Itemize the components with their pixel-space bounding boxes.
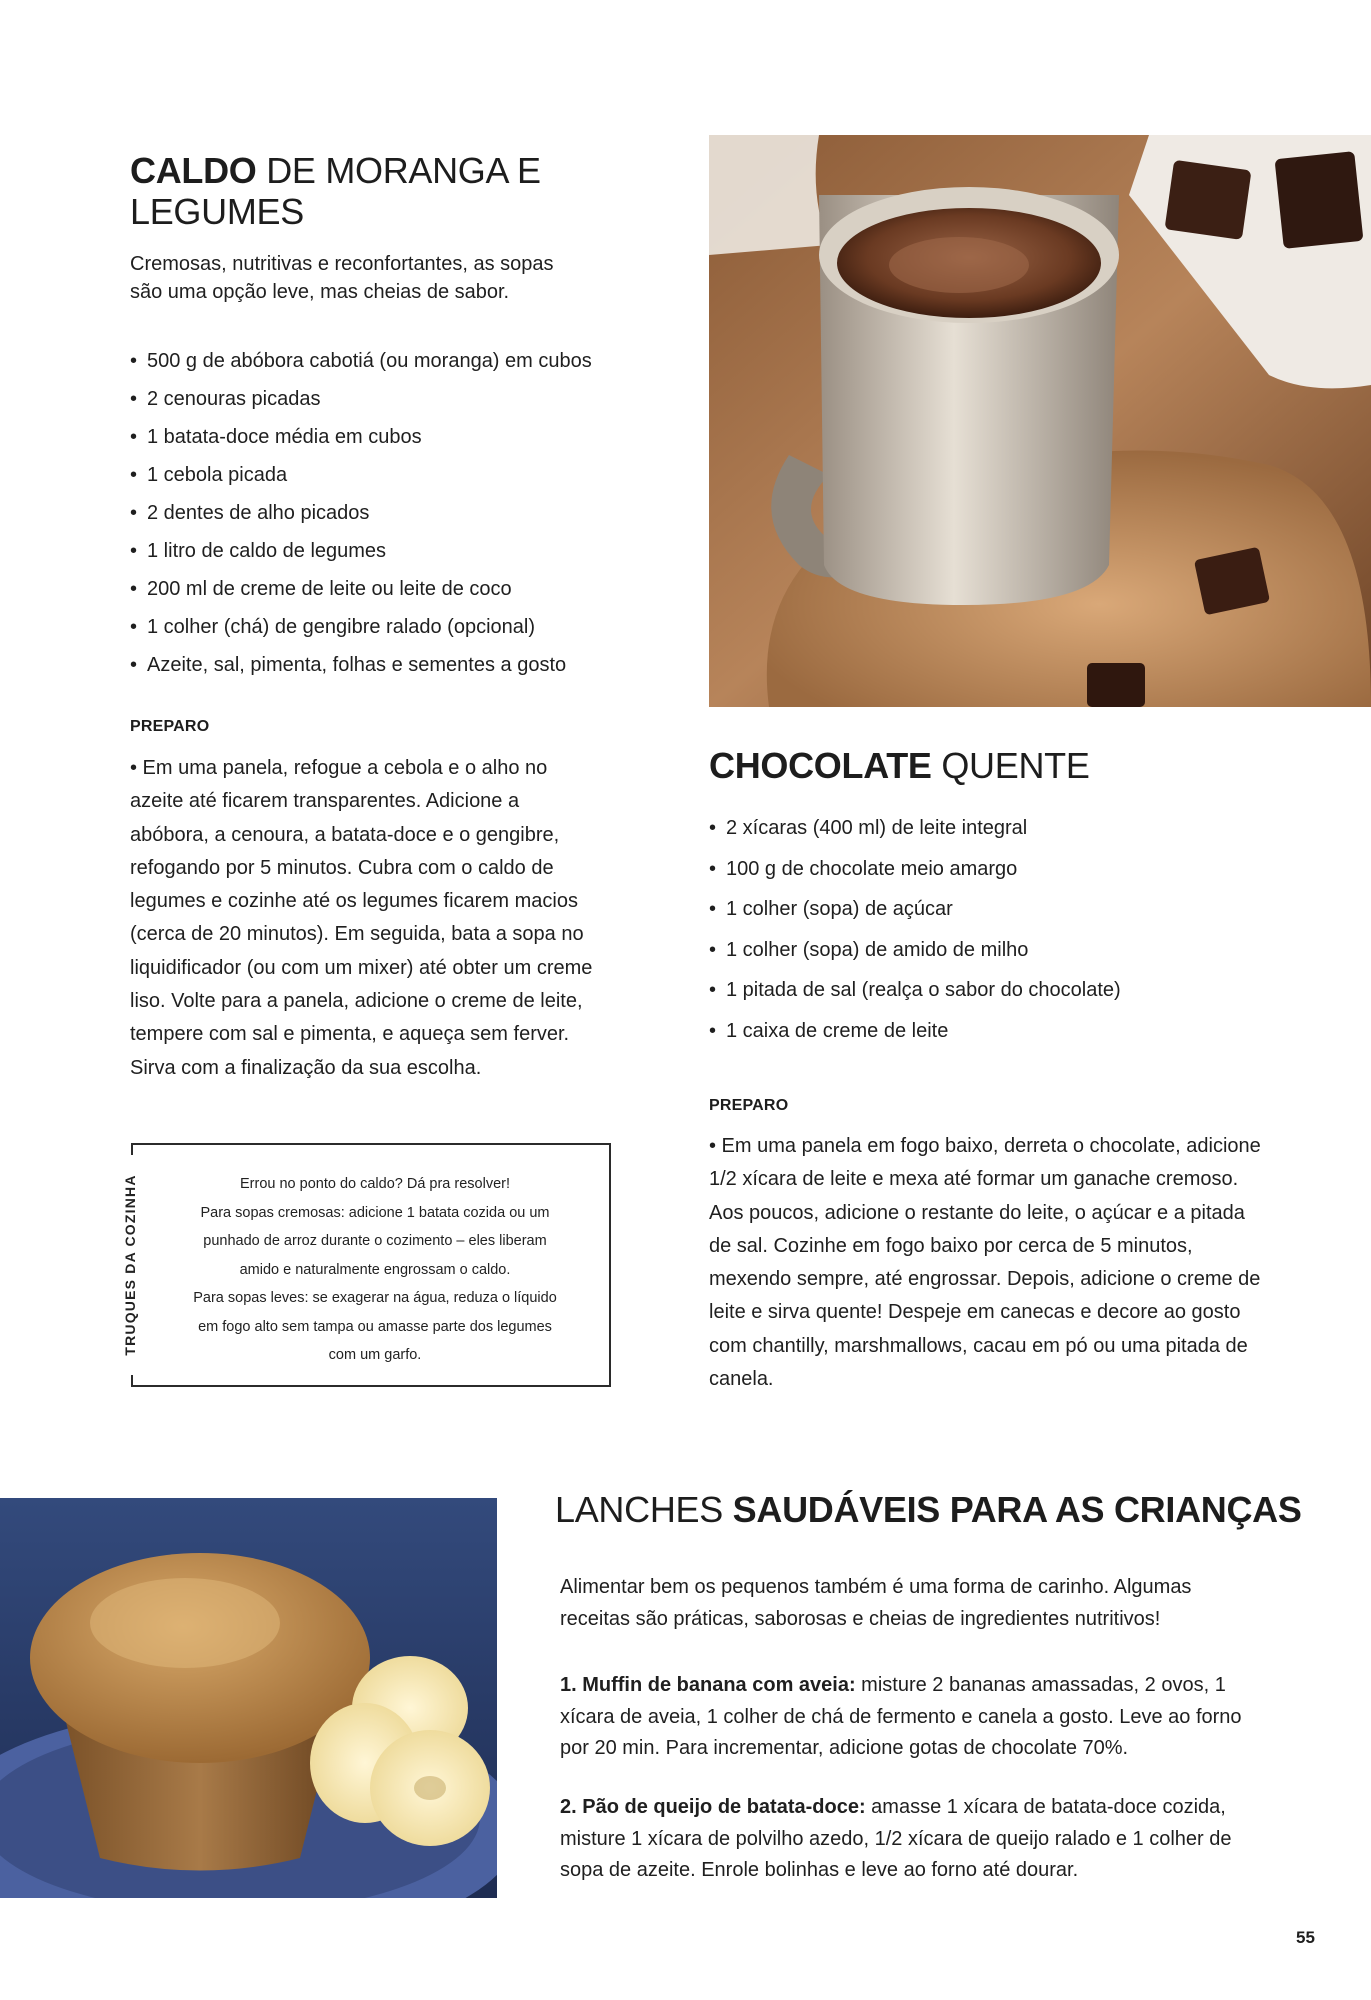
chocolate-preparo-text: • Em uma panela em fogo baixo, derreta o chocolate, adicione 1/2 xícara de leite e mexa até formar um ganache cremoso. Aos poucos, adicione o restante do leite, o açúcar e a pitada de sal. Cozinhe em fogo baixo por cerca de 5 minutos, mexendo sempre, até engrossar. Depois, adicione o creme de leite e sirva quente! Despeje em canecas e decore ao gosto com chantilly, marshmallows, cacau em pó ou uma pitada de canela. [709,1135,1261,1391]
title-rest: DE MORANGA E LEGUMES [130,150,541,232]
tip-line: em fogo alto sem tampa ou amasse parte dos legumes [198,1318,552,1335]
ingredient-item: • 2 dentes de alho picados [130,494,650,532]
caldo-ingredient-list [130,342,650,684]
ingredient-item: • 1 colher (sopa) de amido de milho [709,930,1309,971]
caldo-preparo-heading: PREPARO [130,718,210,735]
ingredient-item: • 1 colher (chá) de gengibre ralado (opcional) [130,608,650,646]
caldo-preparo-text: • Em uma panela, refogue a cebola e o alho no azeite até ficarem transparentes. Adicione a abóbora, a cenoura, a batata-doce e o gengibre, refogando por 5 minutos. Cubra com o caldo de legumes e cozinhe até os legumes ficarem macios (cerca de 20 minutos). Em seguida, bata a sopa no liquidificador (ou com um mixer) até obter um creme liso. Volte para a panela, adicione o creme de leite, tempere com sal e pimenta, e aqueça sem ferver. Sirva com a finalização da sua escolha. [130,757,593,1079]
snack-recipe-muffin [560,1670,1260,1765]
title-bold: CALDO [130,150,257,191]
tip-line: Para sopas cremosas: adicione 1 batata cozida ou um [200,1204,550,1221]
snack-text: misture 2 bananas amassadas, 2 ovos, 1 xícara de aveia, 1 colher de chá de fermento e canela a gosto. Leve ao forno por 20 min. Para incrementar, adicione gotas de chocolate 70%. [560,1674,1242,1760]
muffin-photo [0,1498,497,1898]
ingredient-item: • 2 cenouras picadas [130,380,650,418]
tip-box-rail-cap [131,1385,145,1387]
tip-line: Errou no ponto do caldo? Dá pra resolver! [239,1176,511,1192]
caldo-intro: Cremosas, nutritivas e reconfortantes, as sopas são uma opção leve, mas cheias de sabor. [130,253,554,303]
chocolate-ingredient-list [709,808,1309,1051]
ingredient-item: • 1 pitada de sal (realça o sabor do chocolate) [709,970,1309,1011]
snack-text: amasse 1 xícara de batata-doce cozida, misture 1 xícara de polvilho azedo, 1/2 xícara de queijo ralado e 1 colher de sopa de azeite. Enrole bolinhas e leve ao forno até dourar. [560,1796,1232,1882]
tip-line: Para sopas leves: se exagerar na água, reduza o líquido [193,1290,557,1306]
tip-box-rail-cap [131,1143,145,1145]
hot-chocolate-illustration [709,135,1371,707]
tip-label: TRUQUES DA COZINHA [122,1155,142,1375]
tip-line: amido e naturalmente engrossam o caldo. [239,1261,511,1278]
ingredient-item: • 1 batata-doce média em cubos [130,418,650,456]
chocolate-preparo-heading: PREPARO [709,1097,789,1114]
title-rest: QUENTE [931,745,1090,786]
ingredient-item: • 1 litro de caldo de legumes [130,532,650,570]
ingredient-item: • 100 g de chocolate meio amargo [709,849,1309,890]
tip-text [175,1170,575,1370]
lanches-intro: Alimentar bem os pequenos também é uma forma de carinho. Algumas receitas são práticas, saborosas e cheias de ingredientes nutritivos! [560,1576,1192,1630]
tip-line: punhado de arroz durante o cozimento – eles liberam [203,1233,547,1249]
ingredient-item: • 500 g de abóbora cabotiá (ou moranga) em cubos [130,342,650,380]
section-title-lanches [555,1489,1335,1531]
snack-name: 1. Muffin de banana com aveia: [560,1674,856,1696]
ingredient-item: • 1 caixa de creme de leite [709,1011,1309,1052]
recipe-title-chocolate [709,745,1309,787]
title-bold: CHOCOLATE [709,745,932,786]
ingredient-item: • 2 xícaras (400 ml) de leite integral [709,808,1309,849]
hot-chocolate-photo [709,135,1371,707]
page-number: 55 [1296,1928,1315,1947]
title-light: LANCHES [555,1489,733,1530]
tip-line: com um garfo. [328,1347,422,1363]
ingredient-item: • 1 cebola picada [130,456,650,494]
ingredient-item: • Azeite, sal, pimenta, folhas e sementes a gosto [130,646,650,684]
ingredient-item: • 1 colher (sopa) de açúcar [709,889,1309,930]
title-bold: SAUDÁVEIS PARA AS CRIANÇAS [732,1489,1302,1530]
snack-name: 2. Pão de queijo de batata-doce: [560,1796,866,1818]
ingredient-item: • 200 ml de creme de leite ou leite de coco [130,570,650,608]
snack-recipe-pao-de-queijo [560,1792,1260,1887]
muffin-illustration [0,1498,497,1898]
recipe-title-caldo [130,150,630,232]
